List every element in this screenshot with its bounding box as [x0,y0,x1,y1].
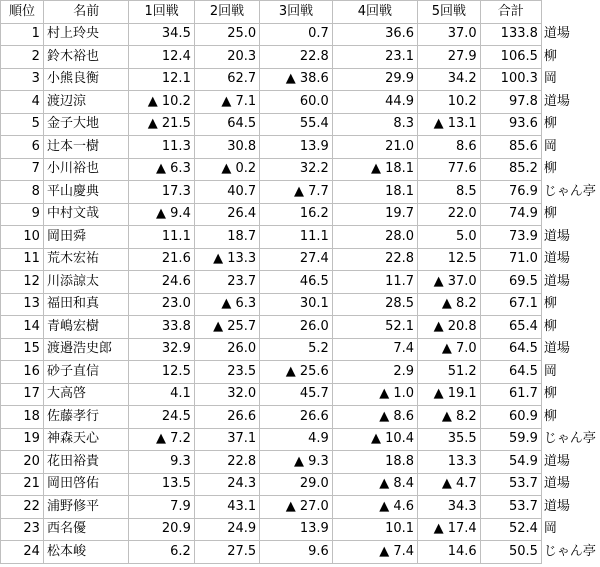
cell-venue: じゃん亭 [543,183,596,199]
cell-round-1: 4.1 [129,383,194,406]
cell-venue: 柳 [543,206,557,222]
cell-total: 76.9 [480,181,541,204]
cell-round-4: 18.8 [332,451,417,474]
cell-rank: 12 [1,271,44,294]
header-round-3: 3回戦 [260,1,333,24]
cell-round-1: 21.6 [129,248,194,271]
cell-round-1: 12.1 [129,68,194,91]
cell-venue: 道場 [543,341,570,357]
cell-round-1: 11.3 [129,136,194,159]
cell-venue: 道場 [543,273,570,289]
cell-round-4: 2.9 [332,361,417,384]
cell-round-3: 4.9 [260,428,333,451]
cell-round-1: 32.9 [129,338,194,361]
cell-rank: 17 [1,383,44,406]
cell-round-1: ▲ 21.5 [129,113,194,136]
cell-total: 74.9 [480,203,541,226]
cell-round-3: 32.2 [260,158,333,181]
cell-name: 鈴木裕也 [43,46,129,69]
cell-rank: 24 [1,541,44,564]
cell-round-4: 44.9 [332,91,417,114]
cell-name: 小川裕也 [43,158,129,181]
cell-round-5: ▲ 37.0 [418,271,481,294]
cell-round-1: 11.1 [129,226,194,249]
header-name: 名前 [43,1,129,24]
cell-rank: 8 [1,181,44,204]
cell-round-4: 28.0 [332,226,417,249]
cell-round-2: 27.5 [194,541,259,564]
cell-round-1: 6.2 [129,541,194,564]
cell-round-4: 36.6 [332,23,417,46]
cell-round-5: 34.2 [418,68,481,91]
cell-round-5: 14.6 [418,541,481,564]
cell-round-3: 9.6 [260,541,333,564]
cell-round-2: ▲ 13.3 [194,248,259,271]
cell-rank: 11 [1,248,44,271]
cell-round-2: 23.7 [194,271,259,294]
cell-total: 61.7 [480,383,541,406]
cell-round-2: ▲ 6.3 [194,293,259,316]
table-row [1,203,600,226]
cell-round-3: 55.4 [260,113,333,136]
cell-round-1: ▲ 6.3 [129,158,194,181]
cell-name: 西名優 [43,518,129,541]
cell-round-3: 29.0 [260,473,333,496]
cell-round-2: 40.7 [194,181,259,204]
cell-round-1: 23.0 [129,293,194,316]
table-row [1,113,600,136]
cell-venue: 道場 [543,228,570,244]
cell-round-5: ▲ 13.1 [418,113,481,136]
cell-venue: 道場 [543,251,570,267]
cell-venue: 柳 [543,48,557,64]
cell-venue: 岡 [543,71,557,87]
cell-round-3: 22.8 [260,46,333,69]
cell-rank: 18 [1,406,44,429]
table-row [1,271,600,294]
cell-round-4: ▲ 8.6 [332,406,417,429]
cell-round-1: 7.9 [129,496,194,519]
cell-total: 53.7 [480,496,541,519]
cell-venue: 柳 [543,318,557,334]
cell-round-5: ▲ 8.2 [418,406,481,429]
table-row [1,91,600,114]
cell-round-1: 24.6 [129,271,194,294]
cell-round-4: 18.1 [332,181,417,204]
cell-round-2: 23.5 [194,361,259,384]
table-row [1,428,600,451]
cell-round-1: 34.5 [129,23,194,46]
table-body [1,23,600,563]
table-row [1,406,600,429]
cell-round-3: 26.6 [260,406,333,429]
cell-name: 渡辺涼 [43,91,129,114]
table-row [1,293,600,316]
cell-rank: 21 [1,473,44,496]
cell-name: 花田裕貴 [43,451,129,474]
cell-total: 69.5 [480,271,541,294]
cell-rank: 10 [1,226,44,249]
cell-round-3: ▲ 9.3 [260,451,333,474]
cell-total: 85.6 [480,136,541,159]
cell-round-2: 22.8 [194,451,259,474]
header-round-1: 1回戦 [129,1,194,24]
cell-round-2: 62.7 [194,68,259,91]
cell-total: 52.4 [480,518,541,541]
cell-round-4: 10.1 [332,518,417,541]
cell-round-5: 77.6 [418,158,481,181]
cell-rank: 19 [1,428,44,451]
cell-round-4: 19.7 [332,203,417,226]
cell-round-1: ▲ 9.4 [129,203,194,226]
header-round-2: 2回戦 [194,1,259,24]
cell-round-4: 52.1 [332,316,417,339]
cell-rank: 20 [1,451,44,474]
cell-total: 65.4 [480,316,541,339]
cell-round-2: 24.3 [194,473,259,496]
cell-total: 64.5 [480,361,541,384]
cell-round-3: ▲ 38.6 [260,68,333,91]
cell-name: 岡田啓佑 [43,473,129,496]
table-row [1,541,600,564]
cell-round-3: 11.1 [260,226,333,249]
cell-round-2: 20.3 [194,46,259,69]
cell-rank: 14 [1,316,44,339]
cell-total: 53.7 [480,473,541,496]
cell-round-5: ▲ 20.8 [418,316,481,339]
cell-total: 60.9 [480,406,541,429]
cell-round-3: ▲ 27.0 [260,496,333,519]
table-row [1,181,600,204]
cell-round-2: ▲ 7.1 [194,91,259,114]
cell-name: 福田和真 [43,293,129,316]
cell-round-2: 43.1 [194,496,259,519]
cell-round-3: 60.0 [260,91,333,114]
cell-round-5: ▲ 17.4 [418,518,481,541]
cell-round-3: 46.5 [260,271,333,294]
cell-rank: 2 [1,46,44,69]
cell-name: 辻本一樹 [43,136,129,159]
cell-round-2: 32.0 [194,383,259,406]
cell-round-3: 30.1 [260,293,333,316]
cell-venue: 道場 [543,498,570,514]
cell-round-3: 0.7 [260,23,333,46]
cell-round-5: 37.0 [418,23,481,46]
cell-round-3: 5.2 [260,338,333,361]
cell-name: 浦野修平 [43,496,129,519]
cell-venue: 柳 [543,408,557,424]
cell-venue: じゃん亭 [543,543,596,559]
header-rank: 順位 [1,1,44,24]
cell-name: 松本峻 [43,541,129,564]
cell-venue: 道場 [543,93,570,109]
cell-round-5: 13.3 [418,451,481,474]
cell-total: 50.5 [480,541,541,564]
cell-venue: 道場 [543,453,570,469]
cell-round-2: 18.7 [194,226,259,249]
cell-round-4: 23.1 [332,46,417,69]
cell-venue: 柳 [543,161,557,177]
cell-venue: じゃん亭 [543,431,596,447]
cell-total: 73.9 [480,226,541,249]
table-row [1,68,600,91]
cell-round-4: ▲ 4.6 [332,496,417,519]
cell-round-3: 27.4 [260,248,333,271]
cell-rank: 4 [1,91,44,114]
cell-venue: 道場 [543,26,570,42]
cell-round-5: 10.2 [418,91,481,114]
table-row [1,518,600,541]
cell-round-3: 16.2 [260,203,333,226]
cell-round-2: 30.8 [194,136,259,159]
cell-round-5: 22.0 [418,203,481,226]
cell-rank: 23 [1,518,44,541]
cell-round-3: 13.9 [260,136,333,159]
cell-name: 荒木宏祐 [43,248,129,271]
cell-round-4: ▲ 8.4 [332,473,417,496]
cell-round-5: 27.9 [418,46,481,69]
cell-total: 97.8 [480,91,541,114]
table-row [1,136,600,159]
cell-round-2: 24.9 [194,518,259,541]
cell-round-1: 13.5 [129,473,194,496]
cell-rank: 3 [1,68,44,91]
cell-round-3: 13.9 [260,518,333,541]
cell-round-5: 8.6 [418,136,481,159]
cell-round-1: 12.5 [129,361,194,384]
cell-round-3: ▲ 25.6 [260,361,333,384]
table-row [1,158,600,181]
cell-round-1: ▲ 10.2 [129,91,194,114]
cell-round-5: 5.0 [418,226,481,249]
cell-rank: 9 [1,203,44,226]
cell-round-2: ▲ 25.7 [194,316,259,339]
cell-venue: 岡 [543,138,557,154]
cell-round-3: 26.0 [260,316,333,339]
cell-round-4: ▲ 7.4 [332,541,417,564]
cell-round-3: ▲ 7.7 [260,181,333,204]
cell-round-2: ▲ 0.2 [194,158,259,181]
header-round-4: 4回戦 [332,1,417,24]
cell-name: 川添諒太 [43,271,129,294]
cell-round-1: 33.8 [129,316,194,339]
cell-name: 砂子直信 [43,361,129,384]
cell-round-1: 12.4 [129,46,194,69]
cell-round-4: 11.7 [332,271,417,294]
cell-venue: 岡 [543,521,557,537]
cell-name: 中村文哉 [43,203,129,226]
cell-round-5: 8.5 [418,181,481,204]
cell-round-5: ▲ 8.2 [418,293,481,316]
cell-round-4: ▲ 18.1 [332,158,417,181]
cell-rank: 13 [1,293,44,316]
cell-round-1: 17.3 [129,181,194,204]
cell-round-5: 34.3 [418,496,481,519]
table-row [1,361,600,384]
cell-venue: 岡 [543,363,557,379]
cell-round-3: 45.7 [260,383,333,406]
cell-venue: 柳 [543,386,557,402]
header-total: 合計 [480,1,541,24]
cell-name: 佐藤孝行 [43,406,129,429]
table-row [1,383,600,406]
cell-name: 神森天心 [43,428,129,451]
cell-round-2: 26.4 [194,203,259,226]
cell-round-5: ▲ 4.7 [418,473,481,496]
cell-name: 岡田舜 [43,226,129,249]
table-row [1,338,600,361]
cell-round-4: 21.0 [332,136,417,159]
cell-name: 大高啓 [43,383,129,406]
cell-rank: 5 [1,113,44,136]
header-row [1,1,600,24]
cell-rank: 1 [1,23,44,46]
cell-name: 渡邉浩史郎 [43,338,129,361]
cell-name: 村上玲央 [43,23,129,46]
cell-round-5: 12.5 [418,248,481,271]
cell-round-4: ▲ 10.4 [332,428,417,451]
cell-round-1: 20.9 [129,518,194,541]
cell-round-4: 7.4 [332,338,417,361]
cell-round-4: 8.3 [332,113,417,136]
cell-total: 67.1 [480,293,541,316]
cell-round-1: 9.3 [129,451,194,474]
cell-total: 59.9 [480,428,541,451]
cell-round-5: 35.5 [418,428,481,451]
cell-name: 青嶋宏樹 [43,316,129,339]
cell-rank: 16 [1,361,44,384]
cell-round-2: 26.0 [194,338,259,361]
table-row [1,23,600,46]
cell-round-5: ▲ 7.0 [418,338,481,361]
cell-venue: 柳 [543,116,557,132]
cell-rank: 6 [1,136,44,159]
table-row [1,226,600,249]
cell-round-4: 29.9 [332,68,417,91]
cell-round-2: 37.1 [194,428,259,451]
cell-venue: 道場 [543,476,570,492]
cell-name: 平山慶典 [43,181,129,204]
cell-total: 133.8 [480,23,541,46]
table-row [1,451,600,474]
cell-total: 54.9 [480,451,541,474]
cell-total: 64.5 [480,338,541,361]
header-round-5: 5回戦 [418,1,481,24]
cell-total: 100.3 [480,68,541,91]
cell-round-1: ▲ 7.2 [129,428,194,451]
table-row [1,248,600,271]
cell-round-4: 22.8 [332,248,417,271]
cell-rank: 7 [1,158,44,181]
cell-name: 小熊良衡 [43,68,129,91]
cell-round-4: 28.5 [332,293,417,316]
cell-round-1: 24.5 [129,406,194,429]
header-venue-blank [541,1,599,24]
cell-round-5: 51.2 [418,361,481,384]
cell-round-2: 26.6 [194,406,259,429]
cell-round-4: ▲ 1.0 [332,383,417,406]
table-row [1,496,600,519]
table-row [1,46,600,69]
cell-round-2: 25.0 [194,23,259,46]
cell-name: 金子大地 [43,113,129,136]
cell-rank: 15 [1,338,44,361]
cell-total: 85.2 [480,158,541,181]
cell-total: 106.5 [480,46,541,69]
table-row [1,473,600,496]
table-row [1,316,600,339]
cell-venue: 柳 [543,296,557,312]
cell-round-5: ▲ 19.1 [418,383,481,406]
cell-rank: 22 [1,496,44,519]
cell-total: 93.6 [480,113,541,136]
cell-total: 71.0 [480,248,541,271]
cell-round-2: 64.5 [194,113,259,136]
